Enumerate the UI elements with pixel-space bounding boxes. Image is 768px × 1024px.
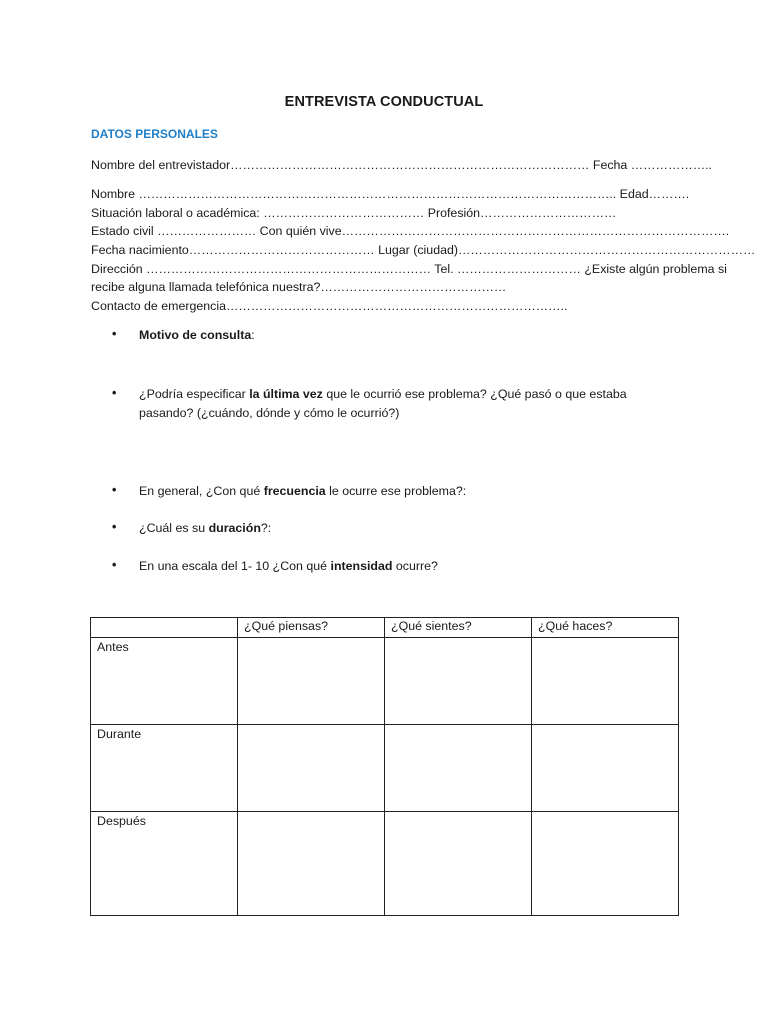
question-reason: Motivo de consulta: <box>139 328 255 342</box>
document-title: ENTREVISTA CONDUCTUAL <box>284 94 484 110</box>
table-header-row <box>91 618 679 638</box>
table-cell[interactable] <box>238 725 385 812</box>
table-header-cell: ¿Qué piensas? <box>238 618 385 638</box>
question-keyword: la última vez <box>249 387 323 401</box>
row-label: Después <box>91 812 238 916</box>
question-keyword: duración <box>208 521 261 535</box>
question-intensity: En una escala del 1- 10 ¿Con qué intensidad ocurre? <box>139 559 438 573</box>
question-keyword: Motivo de consulta <box>139 328 252 342</box>
table-cell[interactable] <box>385 812 532 916</box>
behavior-table <box>90 617 679 916</box>
table-header-cell: ¿Qué haces? <box>532 618 679 638</box>
field-civil-status: Estado civil …………………… Con quién vive…………………………………………………………………………………. <box>91 224 730 238</box>
field-phone-question: recibe alguna llamada telefónica nuestra?……………………………………… <box>91 280 507 294</box>
table-row <box>91 725 679 812</box>
row-label: Antes <box>91 638 238 725</box>
table-cell[interactable] <box>238 812 385 916</box>
field-interviewer: Nombre del entrevistador…………………………………………………………………………… Fecha ……………….. <box>91 158 712 172</box>
question-last-time: ¿Podría especificar la última vez que le ocurrió ese problema? ¿Qué pasó o que estaba pasando? (¿cuándo, dónde y cómo le ocurrió?) <box>139 387 627 420</box>
field-emergency-contact: Contacto de emergencia……………………………………………………………………….. <box>91 299 568 313</box>
bullet-marker: • <box>112 327 117 341</box>
question-keyword: frecuencia <box>263 484 326 498</box>
table-cell[interactable] <box>532 812 679 916</box>
table-cell[interactable] <box>532 725 679 812</box>
question-duration: ¿Cuál es su duración?: <box>139 521 272 535</box>
table-row <box>91 812 679 916</box>
field-birth-date: Fecha nacimiento……………………………………… Lugar (ciudad)……………………………………………………………… <box>91 243 756 257</box>
table-header-cell <box>91 618 238 638</box>
bullet-marker: • <box>112 520 117 534</box>
bullet-marker: • <box>112 483 117 497</box>
question-keyword: intensidad <box>330 559 393 573</box>
bullet-marker: • <box>112 386 117 400</box>
section-heading: DATOS PERSONALES <box>91 127 218 141</box>
field-address: Dirección …………………………………………………………… Tel. ………………………… ¿Existe algún problema si <box>91 262 727 276</box>
table-cell[interactable] <box>385 725 532 812</box>
table-cell[interactable] <box>238 638 385 725</box>
table-header-cell: ¿Qué sientes? <box>385 618 532 638</box>
table-row <box>91 638 679 725</box>
table-cell[interactable] <box>385 638 532 725</box>
field-name: Nombre …………………………………………………………………………………………………….. Edad………. <box>91 187 690 201</box>
question-frequency: En general, ¿Con qué frecuencia le ocurre ese problema?: <box>139 484 467 498</box>
table-cell[interactable] <box>532 638 679 725</box>
field-work-status: Situación laboral o académica: ………………………………… Profesión…………………………… <box>91 206 617 220</box>
row-label: Durante <box>91 725 238 812</box>
bullet-marker: • <box>112 558 117 572</box>
